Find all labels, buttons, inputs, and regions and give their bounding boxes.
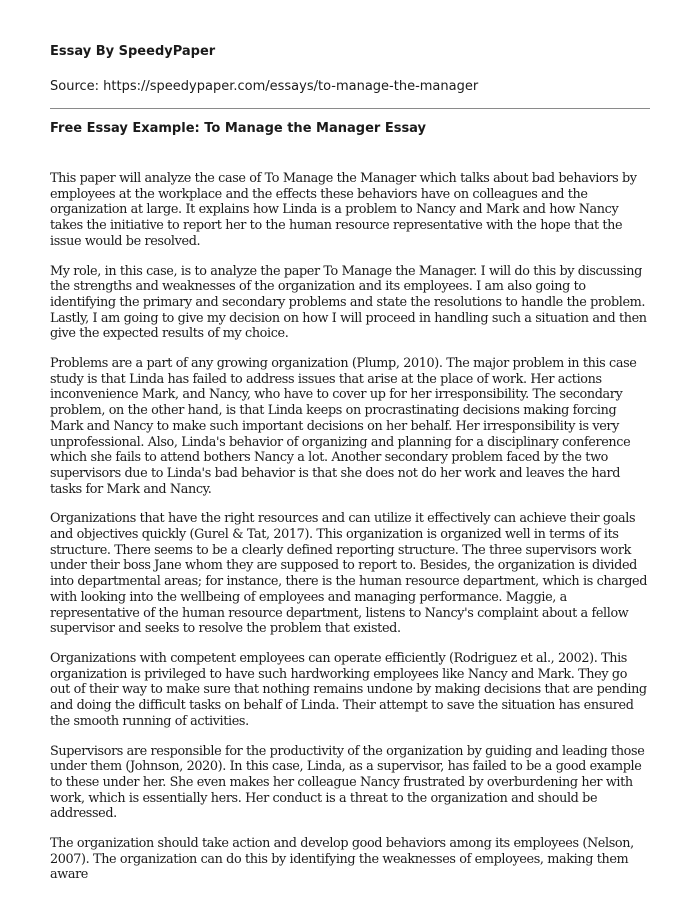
- paragraph: Organizations with competent employees can operate efficiently (Rodriguez et al., 2002). This organization is privileged to have such hardworking employees like Nancy and Mark. They go out of their way to make sure that nothing remains undone by making decisions that are pending and doing the difficult tasks on behalf of Linda. Their attempt to save the situation has ensured the smooth running of activities.: [50, 650, 647, 729]
- paragraph: My role, in this case, is to analyze the paper To Manage the Manager. I will do this by discussing the strengths and weaknesses of the organization and its employees. I am also going to identifying the primary and secondary problems and state the resolutions to handle the problem. Lastly, I am going to give my decision on how I will proceed in handling such a situation and then give the expected results of my choice.: [50, 263, 647, 342]
- essay-body: [50, 171, 650, 897]
- essay-title: Free Essay Example: To Manage the Manager Essay: [50, 121, 427, 136]
- paragraph: The organization should take action and develop good behaviors among its employees (Nelson, 2007). The organization can do this by identifying the weaknesses of employees, making them aware: [50, 836, 634, 883]
- paragraph: This paper will analyze the case of To Manage the Manager which talks about bad behaviors by employees at the workplace and the effects these behaviors have on colleagues and the organization at large. It explains how Linda is a problem to Nancy and Mark and how Nancy takes the initiative to report her to the human resource representative with the hope that the issue would be resolved.: [50, 171, 637, 249]
- source-line: Source: https://speedypaper.com/essays/to-manage-the-manager: [50, 79, 479, 94]
- paragraph: Organizations that have the right resources and can utilize it effectively can achieve their goals and objectives quickly (Gurel & Tat, 2017). This organization is organized well in terms of its structure. There seems to be a clearly defined reporting structure. The three supervisors work under their boss Jane whom they are supposed to report to. Besides, the organization is divided into departmental areas; for instance, there is the human resource department, which is charged with looking into the wellbeing of employees and managing performance. Maggie, a representative of the human resource department, listens to Nancy's complaint about a fellow supervisor and seeks to resolve the problem that existed.: [50, 511, 648, 637]
- paragraph: Problems are a part of any growing organization (Plump, 2010). The major problem in this case study is that Linda has failed to address issues that arise at the place of work. Her actions inconvenience Mark, and Nancy, who have to cover up for her irresponsibility. The secondary problem, on the other hand, is that Linda keeps on procrastinating decisions making forcing Mark and Nancy to make such important decisions on her behalf. Her irresponsibility is very unprofessional. Also, Linda's behavior of organizing and planning for a disciplinary conference which she fails to attend bothers Nancy a lot. Another secondary problem faced by the two supervisors due to Linda's bad behavior is that she does not do her work and leaves the hard tasks for Mark and Nancy.: [50, 356, 637, 497]
- header-divider: [50, 108, 650, 109]
- paragraph: Supervisors are responsible for the productivity of the organization by guiding and leading those under them (Johnson, 2020). In this case, Linda, as a supervisor, has failed to be a good example to these under her. She even makes her colleague Nancy frustrated by overburdening her with work, which is essentially hers. Her conduct is a threat to the organization and should be addressed.: [50, 743, 645, 822]
- document-header: [50, 44, 650, 94]
- site-title: Essay By SpeedyPaper: [50, 44, 216, 59]
